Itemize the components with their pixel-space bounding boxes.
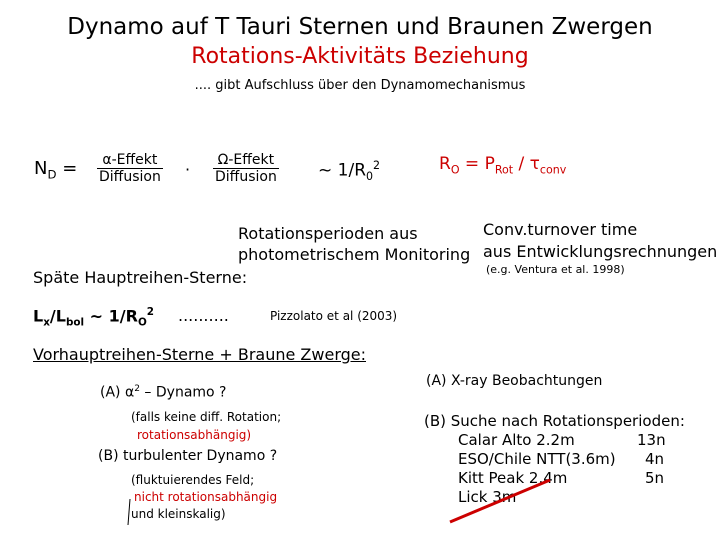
site-kitt-peak: Kitt Peak 2.4m bbox=[458, 469, 568, 487]
site-lick: Lick 3m bbox=[458, 488, 517, 506]
strike-through-line bbox=[440, 470, 560, 530]
main-sequence-heading: Späte Hauptreihen-Sterne: bbox=[33, 268, 248, 287]
page-title: Dynamo auf T Tauri Sternen und Braunen Zwergen bbox=[67, 14, 653, 40]
turbulent-dynamo: (B) turbulenter Dynamo ? bbox=[98, 448, 278, 464]
alpha2-note2: rotationsabhängig) bbox=[137, 428, 252, 442]
pre-main-heading: Vorhauptreihen-Sterne + Braune Zwerge: bbox=[33, 345, 366, 364]
rotation-search: (B) Suche nach Rotationsperioden: bbox=[424, 412, 685, 430]
relation-dots: .......... bbox=[178, 306, 229, 325]
alpha-effect-numerator: α-Effekt bbox=[102, 152, 158, 168]
count-eso-ntt: 4n bbox=[645, 450, 665, 468]
count-kitt-peak: 5n bbox=[645, 469, 665, 487]
rotation-source-line1: Rotationsperioden aus bbox=[238, 224, 418, 243]
alpha2-dynamo: (A) $\alpha^2$ – Dynamo ? bbox=[100, 384, 227, 401]
omega-effect-denominator: Diffusion bbox=[215, 169, 277, 185]
page-subtitle: Rotations-Aktivitäts Beziehung bbox=[191, 44, 529, 69]
rossby-definition: $R_O = P_{Rot} / \tau_{conv}$ bbox=[439, 154, 567, 177]
turbulent-note1: (fluktuierendes Feld; bbox=[131, 473, 255, 487]
rossby-approx: ~ $1/R_0^2$ bbox=[318, 159, 381, 184]
text-cursor bbox=[125, 497, 133, 527]
count-calar-alto: 13n bbox=[637, 431, 666, 449]
conv-turnover-line1: Conv.turnover time bbox=[483, 220, 638, 239]
multiply-dot: · bbox=[185, 160, 191, 179]
site-eso-ntt: ESO/Chile NTT(3.6m) bbox=[458, 450, 616, 468]
alpha-effect-denominator: Diffusion bbox=[99, 169, 161, 185]
nd-symbol: $N_D$ = bbox=[34, 158, 78, 182]
lx-lbol-relation: $L_x/L_{bol}$ ~ $1/R_O^2$ bbox=[33, 306, 155, 329]
turbulent-note3: und kleinskalig) bbox=[131, 507, 226, 521]
conv-turnover-line2: aus Entwicklungsrechnungen bbox=[483, 242, 718, 261]
xray-observations: (A) X-ray Beobachtungen bbox=[426, 373, 603, 389]
rotation-source-line2: photometrischem Monitoring bbox=[238, 245, 471, 264]
pizzolato-ref: Pizzolato et al (2003) bbox=[270, 309, 398, 323]
omega-effect-fraction bbox=[213, 152, 279, 185]
intro-text: .... gibt Aufschluss über den Dynamomechanismus bbox=[194, 78, 526, 93]
omega-effect-numerator: Ω-Effekt bbox=[217, 152, 275, 168]
alpha2-note1: (falls keine diff. Rotation; bbox=[131, 410, 282, 424]
turbulent-note2: nicht rotationsabhängig bbox=[134, 490, 278, 504]
alpha-effect-fraction bbox=[97, 152, 163, 185]
conv-turnover-ref: (e.g. Ventura et al. 1998) bbox=[486, 263, 625, 276]
site-calar-alto: Calar Alto 2.2m bbox=[458, 431, 575, 449]
